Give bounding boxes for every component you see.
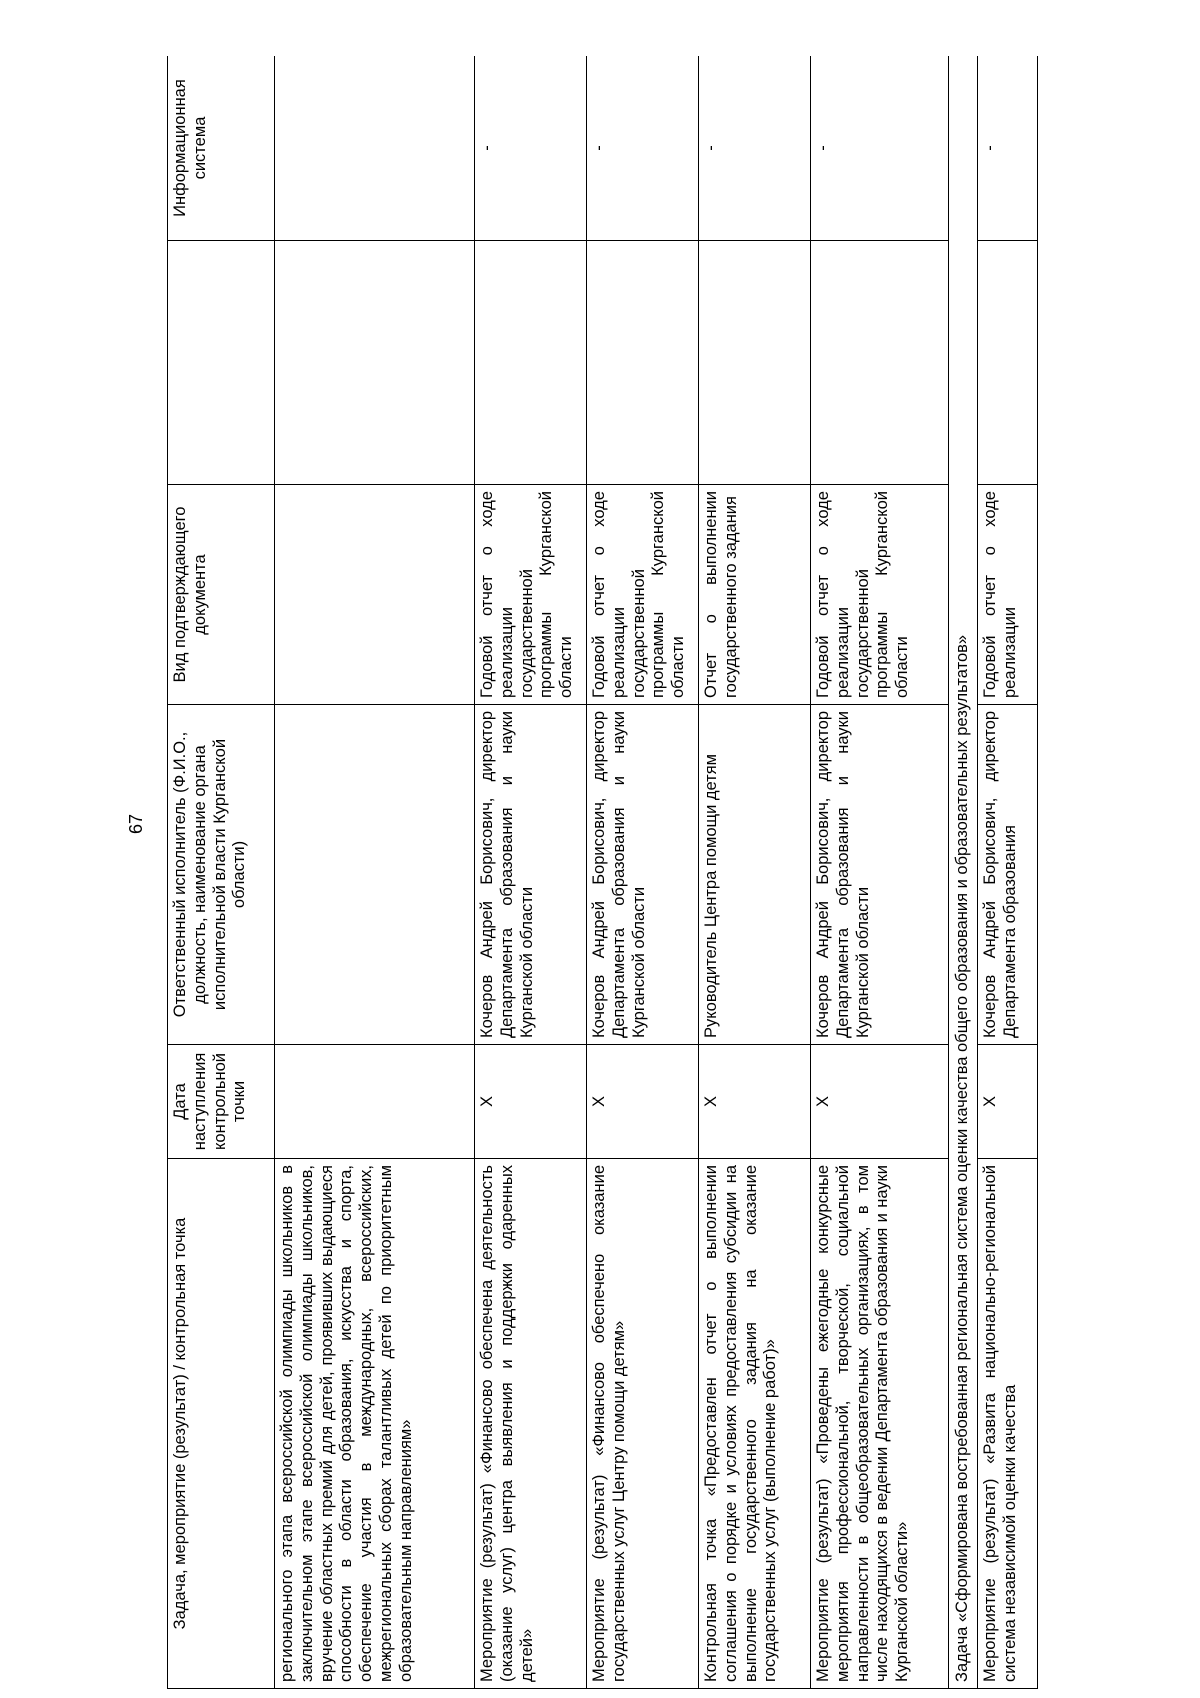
- task-cell: Мероприятие (результат) «Финансово обеспечено оказание государственных услуг Центру помощи детям»: [587, 1159, 699, 1689]
- table-row: [977, 56, 1037, 1689]
- info-system-cell: -: [475, 56, 587, 241]
- info-system-cell: [275, 56, 475, 241]
- control-points-table: [167, 56, 1038, 1689]
- executor-cell: Кочеров Андрей Борисович, директор Департамента образования и науки Курганской области: [475, 705, 587, 1045]
- info-system-cell: -: [811, 56, 949, 241]
- task-cell: Мероприятие (результат) «Проведены ежегодные конкурсные мероприятия профессиональной, творческой, социальной направленности в общеобразовательных организациях, в том числе находящихся в ведении Департамента образования и науки Курганской области»: [811, 1159, 949, 1689]
- date-cell: X: [977, 1045, 1037, 1159]
- task-cell: Мероприятие (результат) «Финансово обеспечена деятельность (оказание услуг) центра выявления и поддержки одаренных детей»: [475, 1159, 587, 1689]
- section-heading: Задача «Сформирована востребованная региональная система оценки качества общего образования и образовательных результатов»: [949, 56, 978, 1689]
- header-info-system: Информационная система: [168, 56, 275, 241]
- date-cell: X: [475, 1045, 587, 1159]
- header-doc-type: Вид подтверждающего документа: [168, 485, 275, 705]
- task-cell: Мероприятие (результат) «Развита национально-региональной система независимой оценки качества: [977, 1159, 1037, 1689]
- doc-type-cell: Годовой отчет о ходе реализации государственной программы Курганской области: [475, 485, 587, 705]
- table-row: [475, 56, 587, 1689]
- empty-cell: [699, 241, 811, 485]
- task-cell: Контрольная точка «Предоставлен отчет о выполнении соглашения о порядке и условиях предоставления субсидии на выполнение государственного задания на оказание государственных услуг (выполнение работ)»: [699, 1159, 811, 1689]
- page-number: 67: [126, 813, 146, 835]
- empty-cell: [977, 241, 1037, 485]
- table-header-row: [168, 56, 275, 1689]
- date-cell: X: [811, 1045, 949, 1159]
- date-cell: [275, 1045, 475, 1159]
- doc-type-cell: Годовой отчет о ходе реализации: [977, 485, 1037, 705]
- table-row: [275, 56, 475, 1689]
- section-heading-row: [949, 56, 978, 1689]
- empty-cell: [811, 241, 949, 485]
- table-row: [811, 56, 949, 1689]
- date-cell: X: [699, 1045, 811, 1159]
- doc-type-cell: Годовой отчет о ходе реализации государственной программы Курганской области: [811, 485, 949, 705]
- info-system-cell: -: [977, 56, 1037, 241]
- header-task: Задача, мероприятие (результат) / контрольная точка: [168, 1159, 275, 1689]
- executor-cell: Кочеров Андрей Борисович, директор Департамента образования: [977, 705, 1037, 1045]
- info-system-cell: -: [699, 56, 811, 241]
- empty-cell: [587, 241, 699, 485]
- header-executor: Ответственный исполнитель (Ф.И.О., должность, наименование органа исполнительной власти Курганской области): [168, 705, 275, 1045]
- executor-cell: Кочеров Андрей Борисович, директор Департамента образования и науки Курганской области: [811, 705, 949, 1045]
- doc-type-cell: [275, 485, 475, 705]
- table-viewport: [167, 56, 1083, 1689]
- info-system-cell: -: [587, 56, 699, 241]
- task-cell: регионального этапа всероссийской олимпиады школьников в заключительном этапе всероссийской олимпиады школьников, вручение областных премий для детей, проявивших выдающиеся способности в области образования, искусства и спорта, обеспечение участия в международных, всероссийских, межрегиональных сборах талантливых детей по приоритетным образовательным направлениям»: [275, 1159, 475, 1689]
- table-row: [699, 56, 811, 1689]
- header-date: Дата наступления контрольной точки: [168, 1045, 275, 1159]
- table-row: [587, 56, 699, 1689]
- empty-cell: [475, 241, 587, 485]
- doc-type-cell: Отчет о выполнении государственного задания: [699, 485, 811, 705]
- rotated-table-frame: [167, 56, 1083, 1689]
- executor-cell: [275, 705, 475, 1045]
- header-extra: [168, 241, 275, 485]
- executor-cell: Кочеров Андрей Борисович, директор Департамента образования и науки Курганской области: [587, 705, 699, 1045]
- empty-cell: [275, 241, 475, 485]
- executor-cell: Руководитель Центра помощи детям: [699, 705, 811, 1045]
- date-cell: X: [587, 1045, 699, 1159]
- doc-type-cell: Годовой отчет о ходе реализации государственной программы Курганской области: [587, 485, 699, 705]
